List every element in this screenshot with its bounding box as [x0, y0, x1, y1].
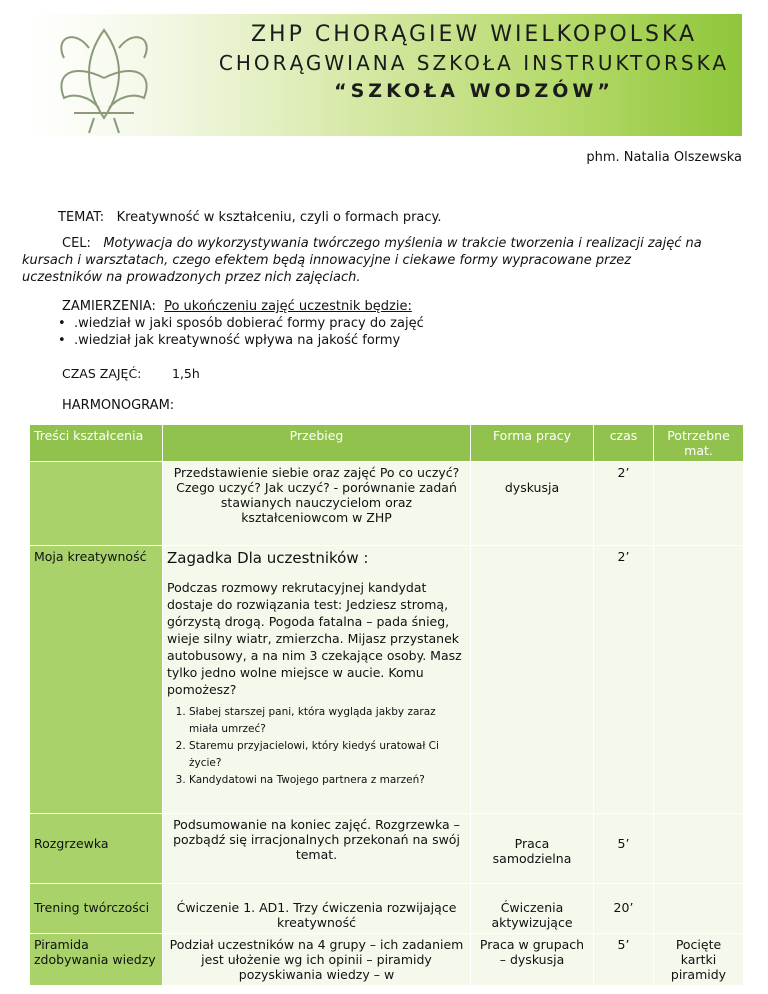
- cell-forma-3: Praca samodzielna: [471, 814, 594, 884]
- col-przebieg: Przebieg: [163, 425, 471, 462]
- list-item: 2. Staremu przyjacielowi, który kiedyś uratował Ci życie?: [189, 738, 466, 772]
- table-header-row: [30, 425, 744, 462]
- cell-przebieg-2: [163, 546, 471, 814]
- cell-tresc-2: Moja kreatywność: [30, 546, 163, 814]
- bullet-2-text: .wiedział jak kreatywność wpływa na jakość formy: [73, 333, 401, 348]
- zamierzenia-line: [62, 299, 412, 314]
- header-line-3: “SZKOŁA WODZÓW”: [334, 80, 614, 102]
- zam-sub: Po ukończeniu zajęć uczestnik będzie:: [164, 299, 412, 314]
- cel-text-1: Motywacja do wykorzystywania twórczego myślenia w trakcie tworzenia i realizacji zajęć na: [103, 236, 702, 251]
- temat-text: Kreatywność w kształceniu, czyli o formach pracy.: [116, 210, 442, 225]
- table-row: [30, 884, 744, 934]
- cell-mat-3: [654, 814, 744, 884]
- harmonogram-label: HARMONOGRAM:: [62, 398, 175, 413]
- bullet-1: • .wiedział w jaki sposób dobierać formy pracy do zajęć: [58, 316, 424, 331]
- cell-mat-4: [654, 884, 744, 934]
- cell-przebieg-4: Ćwiczenie 1. AD1. Trzy ćwiczenia rozwijające kreatywność: [163, 884, 471, 934]
- cell-mat-1: [654, 462, 744, 546]
- col-tresci: Treści kształcenia: [30, 425, 163, 462]
- cell-tresc-1: [30, 462, 163, 546]
- cel-line-3: uczestników na prowadzonych przez nich zajęciach.: [22, 270, 361, 285]
- riddle-title: Zagadka Dla uczestników :: [167, 549, 369, 567]
- table-row: [30, 462, 744, 546]
- author: phm. Natalia Olszewska: [586, 150, 742, 165]
- cell-forma-1: dyskusja: [471, 462, 594, 546]
- czas-label: CZAS ZAJĘĆ:: [62, 366, 142, 381]
- temat-label: TEMAT:: [58, 210, 105, 225]
- riddle-text: Podczas rozmowy rekrutacyjnej kandydat dostaje do rozwiązania test: Jedziesz stromą, górzystą drogą. Pogoda fatalna – pada śnieg, wieje silny wiatr, zmierzcha. Mijasz przystanek autobusowy, a na nim 3 czekające osoby. Masz tylko jedno wolne miejsce w aucie. Komu pomożesz?: [167, 580, 462, 697]
- scout-lily-logo: [44, 18, 164, 136]
- col-czas: czas: [594, 425, 654, 462]
- cell-przebieg-5: Podział uczestników na 4 grupy – ich zadaniem jest ułożenie wg ich opinii – piramidy pozyskiwania wiedzy – w: [163, 934, 471, 986]
- list-item: 1. Słabej starszej pani, która wygląda jakby zaraz miała umrzeć?: [189, 704, 466, 738]
- cell-forma-4: Ćwiczenia aktywizujące: [471, 884, 594, 934]
- table-row: [30, 934, 744, 986]
- cell-forma-2: [471, 546, 594, 814]
- cell-przebieg-1: Przedstawienie siebie oraz zajęć Po co uczyć? Czego uczyć? Jak uczyć? - porównanie zadań stawianych nauczycielom oraz kształceniowcom w ZHP: [163, 462, 471, 546]
- cell-tresc-5: Piramida zdobywania wiedzy: [30, 934, 163, 986]
- bullet-2: • .wiedział jak kreatywność wpływa na jakość formy: [58, 333, 401, 348]
- col-forma: Forma pracy: [471, 425, 594, 462]
- cell-czas-4: 20’: [594, 884, 654, 934]
- header-line-2: CHORĄGWIANA SZKOŁA INSTRUKTORSKA: [218, 51, 730, 75]
- riddle-options: [167, 704, 466, 789]
- cell-czas-3: 5’: [594, 814, 654, 884]
- schedule-table: [29, 424, 744, 986]
- cell-czas-1: 2’: [594, 462, 654, 546]
- header-line-1: ZHP CHORĄGIEW WIELKOPOLSKA: [250, 22, 698, 47]
- cell-tresc-3: Rozgrzewka: [30, 814, 163, 884]
- cel-line-1: [62, 236, 702, 251]
- bullet-1-text: .wiedział w jaki sposób dobierać formy pracy do zajęć: [73, 316, 424, 331]
- czas-value: 1,5h: [172, 366, 200, 381]
- cell-mat-2: [654, 546, 744, 814]
- cel-label: CEL:: [62, 236, 91, 251]
- zam-label: ZAMIERZENIA:: [62, 299, 156, 314]
- col-materialy: Potrzebne mat.: [654, 425, 744, 462]
- list-item: 3. Kandydatowi na Twojego partnera z marzeń?: [189, 772, 466, 789]
- cell-czas-5: 5’: [594, 934, 654, 986]
- cell-przebieg-3: Podsumowanie na koniec zajęć. Rozgrzewka – pozbądź się irracjonalnych przekonań na swój temat.: [163, 814, 471, 884]
- table-row: [30, 814, 744, 884]
- cell-mat-5: Pocięte kartki piramidy: [654, 934, 744, 986]
- cell-tresc-4: Trening twórczości: [30, 884, 163, 934]
- cell-czas-2: 2’: [594, 546, 654, 814]
- temat-line: [58, 210, 442, 225]
- cell-forma-5: Praca w grupach – dyskusja: [471, 934, 594, 986]
- cel-line-2: kursach i warsztatach, czego efektem będą innowacyjne i ciekawe formy wypracowane przez: [22, 253, 632, 268]
- table-row: [30, 546, 744, 814]
